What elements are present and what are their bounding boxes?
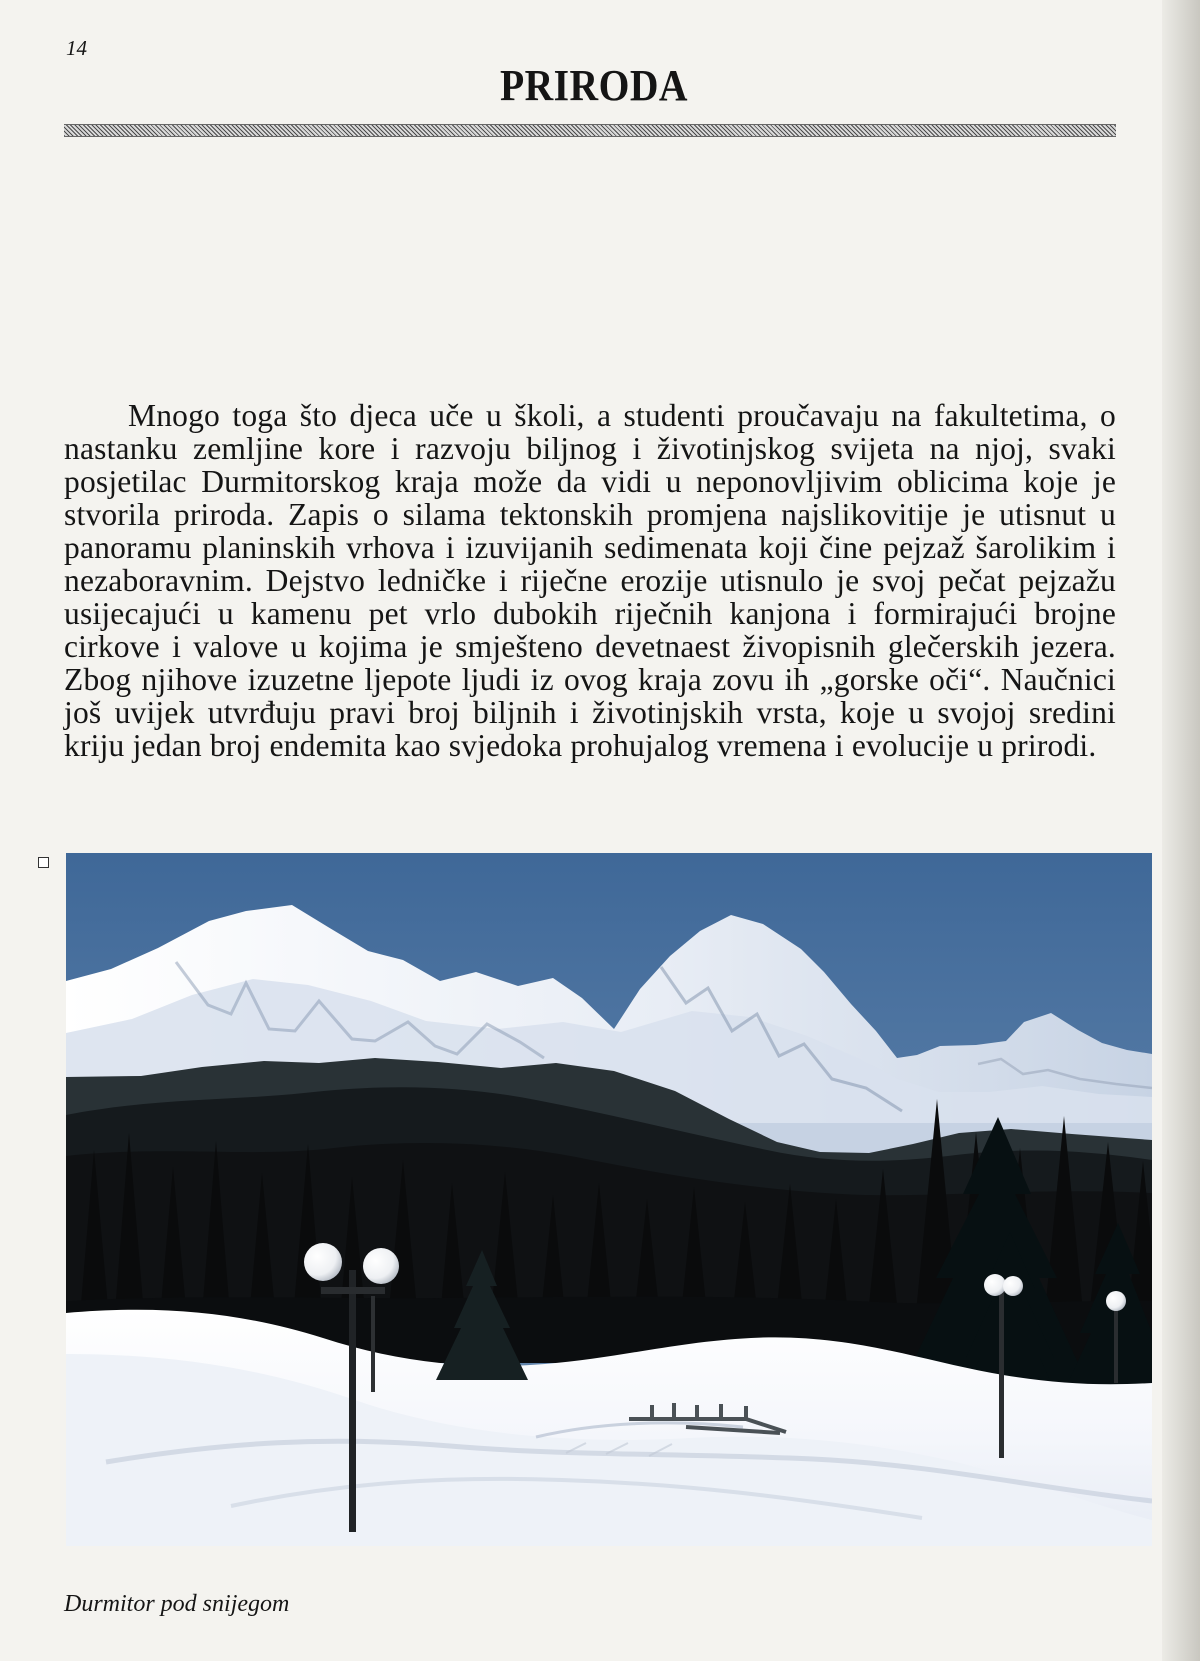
- page-number: 14: [66, 36, 87, 60]
- page-edge-shadow: [1162, 0, 1200, 1661]
- photo-caption: Durmitor pod snijegom: [64, 1591, 290, 1617]
- durmitor-snow-photo: [66, 853, 1152, 1546]
- article-paragraph: Mnogo toga što djeca uče u školi, a studenti proučavaju na fakultetima, o nastanku zemljine kore i razvoju biljnog i životinjskog svijeta na njoj, svaki posjetilac Durmitorskog kraja može da vidi u neponovljivim oblicima koje je stvorila priroda. Zapis o silama tektonskih promjena najslikovitije je utisnut u panoramu planinskih vrhova i izuvijanih sedimenata koji čine pejzaž šarolikim i nezaboravnim. Dejstvo ledničke i riječne erozije utisnulo je svoj pečat pejzažu usijecajući u kamenu pet vrlo dubokih riječnih kanjona i formirajući brojne cirkove i valove u kojima je smješteno devetnaest živopisnih glečerskih jezera. Zbog njihove izuzetne ljepote ljudi iz ovog kraja zovu ih „gorske oči“. Naučnici još uvijek utvrđuju pravi broj biljnih i životinjskih vrsta, koje u svojoj sredini kriju jedan broj endemita kao svjedoka prohujalog vremena i evolucije u prirodi.: [64, 398, 1116, 763]
- page-title: PRIRODA: [500, 61, 688, 110]
- square-marker-icon: [38, 857, 49, 868]
- decorative-title-rule: [64, 124, 1116, 137]
